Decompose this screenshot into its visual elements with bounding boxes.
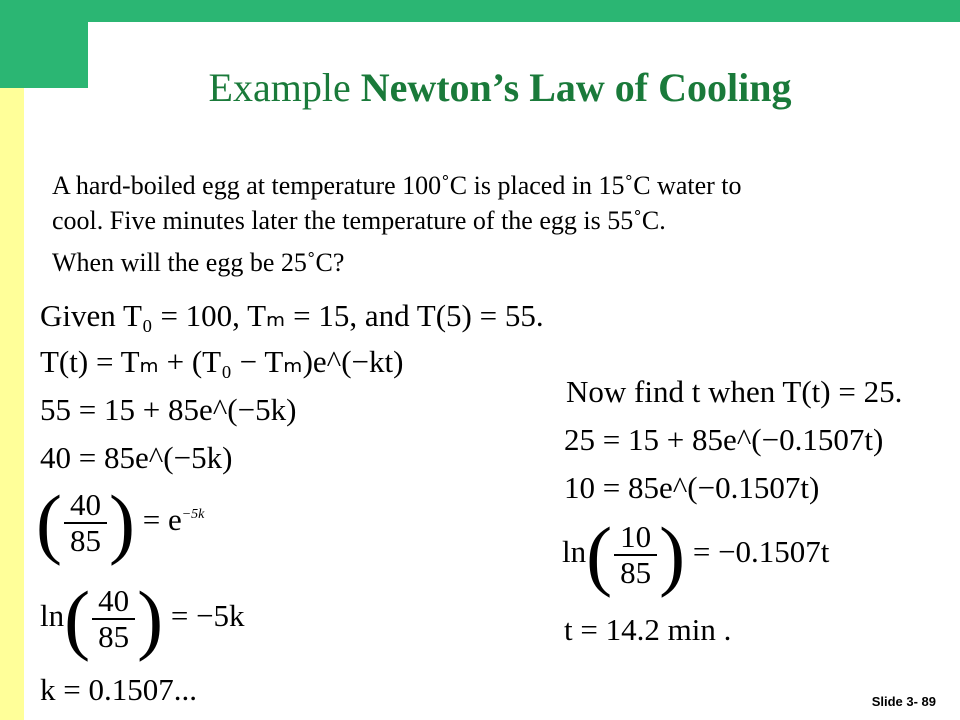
rhs-text: = −0.1507t <box>692 534 830 570</box>
problem-statement <box>52 168 912 238</box>
ln-equation-right <box>562 511 830 598</box>
left-paren: ( <box>586 511 613 598</box>
step-25-line: 25 = 15 + 85e^(−0.1507t) <box>564 422 884 457</box>
fraction <box>614 520 657 590</box>
denominator: 85 <box>620 555 652 590</box>
numerator: 40 <box>64 488 107 524</box>
fraction <box>92 584 135 654</box>
formula-line: T(t) = Tₘ + (T₀ − Tₘ)e^(−kt) <box>40 344 404 379</box>
question-text: When will the egg be 25˚C? <box>52 248 345 277</box>
slide-title <box>0 64 960 111</box>
problem-line-1: A hard-boiled egg at temperature 100˚C is placed in 15˚C water to <box>52 171 742 200</box>
title-main: Newton’s Law of Cooling <box>360 65 792 110</box>
ln-label: ln <box>562 534 587 570</box>
right-paren: ) <box>108 479 135 566</box>
fraction <box>64 488 107 558</box>
denominator: 85 <box>69 523 101 558</box>
rhs-exponent: −5k <box>181 507 205 523</box>
denominator: 85 <box>98 619 130 654</box>
left-paren: ( <box>36 479 62 566</box>
now-find-line: Now find t when T(t) = 25. <box>566 374 903 409</box>
right-paren: ) <box>137 575 164 662</box>
rhs-text: = e <box>142 502 182 538</box>
left-accent-strip <box>0 88 24 720</box>
rhs-text: = −5k <box>170 598 245 634</box>
numerator: 10 <box>614 520 657 556</box>
ln-equation-left <box>40 575 245 662</box>
step-10-line: 10 = 85e^(−0.1507t) <box>564 470 820 505</box>
title-prefix: Example <box>208 65 361 110</box>
left-paren: ( <box>64 575 91 662</box>
ln-label: ln <box>40 598 65 634</box>
step-40-line: 40 = 85e^(−5k) <box>40 440 233 475</box>
answer-line: t = 14.2 min . <box>564 612 732 647</box>
step-55-line: 55 = 15 + 85e^(−5k) <box>40 392 297 427</box>
given-line: Given T₀ = 100, Tₘ = 15, and T(5) = 55. <box>40 298 544 333</box>
numerator: 40 <box>92 584 135 620</box>
slide-number: Slide 3- 89 <box>871 694 936 709</box>
k-result-line: k = 0.1507... <box>40 672 197 707</box>
right-paren: ) <box>659 511 686 598</box>
top-accent-bar <box>0 0 960 22</box>
problem-line-2: cool. Five minutes later the temperature of the egg is 55˚C. <box>52 206 666 235</box>
fraction-equation <box>36 479 205 566</box>
